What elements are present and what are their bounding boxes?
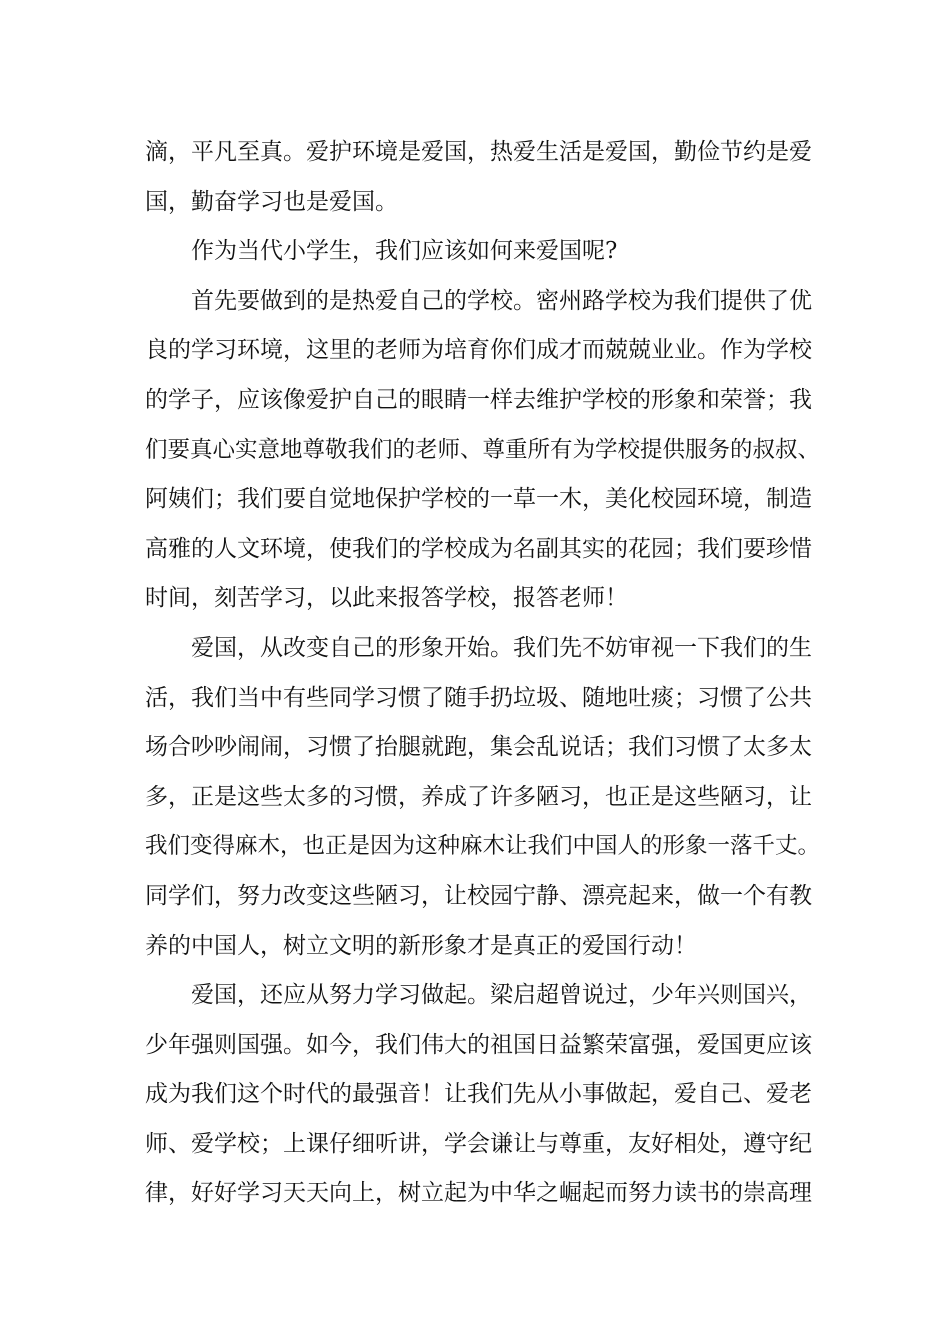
text-line: 同学们，努力改变这些陋习，让校园宁静、漂亮起来，做一个有教	[145, 882, 812, 909]
text-line: 养的中国人，树立文明的新形象才是真正的爱国行动！	[145, 932, 697, 959]
text-line: 作为当代小学生，我们应该如何来爱国呢?	[191, 238, 618, 265]
text-line: 良的学习环境，这里的老师为培育你们成才而兢兢业业。作为学校	[145, 337, 812, 364]
text-line: 活，我们当中有些同学习惯了随手扔垃圾、随地吐痰；习惯了公共	[145, 684, 812, 711]
text-line: 高雅的人文环境，使我们的学校成为名副其实的花园；我们要珍惜	[145, 535, 812, 562]
text-line: 多，正是这些太多的习惯，养成了许多陋习，也正是这些陋习，让	[145, 783, 812, 810]
text-line: 师、爱学校；上课仔细听讲，学会谦让与尊重，友好相处，遵守纪	[145, 1130, 812, 1157]
text-line: 律，好好学习天天向上，树立起为中华之崛起而努力读书的崇高理	[145, 1180, 812, 1207]
text-line: 爱国，还应从努力学习做起。梁启超曾说过，少年兴则国兴，	[191, 982, 812, 1009]
text-line: 的学子，应该像爱护自己的眼睛一样去维护学校的形象和荣誉；我	[145, 386, 812, 413]
text-line: 时间，刻苦学习，以此来报答学校，报答老师！	[145, 585, 628, 612]
text-line: 场合吵吵闹闹，习惯了抬腿就跑，集会乱说话；我们习惯了太多太	[145, 734, 812, 761]
text-line: 首先要做到的是热爱自己的学校。密州路学校为我们提供了优	[191, 287, 812, 314]
text-line: 滴，平凡至真。爱护环境是爱国，热爱生活是爱国，勤俭节约是爱	[145, 139, 812, 165]
text-line: 爱国，从改变自己的形象开始。我们先不妨审视一下我们的生	[191, 634, 812, 661]
text-line: 阿姨们；我们要自觉地保护学校的一草一木，美化校园环境，制造	[145, 486, 812, 513]
body-text	[145, 128, 825, 1219]
text-line: 成为我们这个时代的最强音！让我们先从小事做起，爱自己、爱老	[145, 1081, 812, 1108]
text-line: 少年强则国强。如今，我们伟大的祖国日益繁荣富强，爱国更应该	[145, 1031, 812, 1058]
text-line: 国，勤奋学习也是爱国。	[145, 188, 398, 215]
text-line: 我们变得麻木，也正是因为这种麻木让我们中国人的形象一落千丈。	[145, 833, 821, 860]
text-line: 们要真心实意地尊敬我们的老师、尊重所有为学校提供服务的叔叔、	[145, 436, 821, 463]
